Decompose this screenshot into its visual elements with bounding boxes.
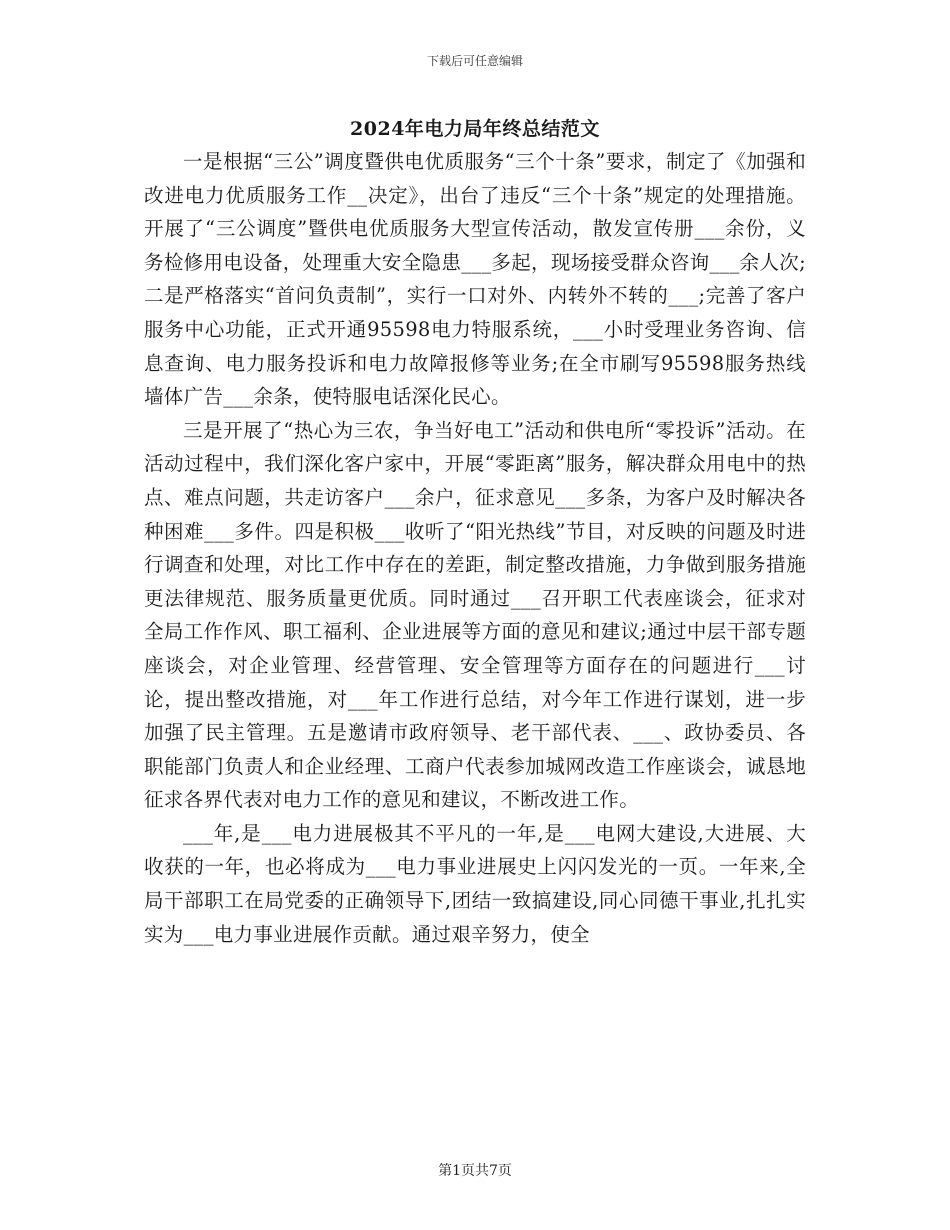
- document-title: 2024年电力局年终总结范文: [350, 118, 600, 140]
- document-body: [144, 145, 806, 951]
- paragraph-3: ___年,是___电力进展极其不平凡的一年,是___电网大建设,大进展、大收获的一年，也必将成为___电力事业进展史上闪闪发光的一页。一年来,全局干部职工在局党委的正确领导下,团结一致搞建设,同心同德干事业,扎扎实实为___电力事业进展作贡献。通过艰辛努力，使全: [144, 821, 806, 946]
- page-number: 第1页共7页: [438, 1163, 512, 1179]
- paragraph-1: 一是根据“三公”调度暨供电优质服务“三个十条”要求，制定了《加强和改进电力优质服务工作__决定》，出台了违反“三个十条”规定的处理措施。开展了“三公调度”暨供电优质服务大型宣传活动，散发宣传册___余份，义务检修用电设备，处理重大安全隐患___多起，现场接受群众咨询___余人次;二是严格落实“首问负责制”，实行一口对外、内转外不转的___;完善了客户服务中心功能，正式开通95598电力特服系统，___小时受理业务咨询、信息查询、电力服务投诉和电力故障报修等业务;在全市刷写95598服务热线墙体广告___余条，使特服电话深化民心。: [144, 150, 806, 409]
- page-header-note: 下载后可任意编辑: [426, 54, 523, 68]
- paragraph-2: 三是开展了“热心为三农，争当好电工”活动和供电所“零投诉”活动。在活动过程中，我们深化客户家中，开展“零距离”服务，解决群众用电中的热点、难点问题，共走访客户___余户，征求意见___多条，为客户及时解决各种困难___多件。四是积极___收听了“阳光热线”节目，对反映的问题及时进行调查和处理，对比工作中存在的差距，制定整改措施，力争做到服务措施更法律规范、服务质量更优质。同时通过___召开职工代表座谈会，征求对全局工作作风、职工福利、企业进展等方面的意见和建议;通过中层干部专题座谈会，对企业管理、经营管理、安全管理等方面存在的问题进行___讨论，提出整改措施，对___年工作进行总结，对今年工作进行谋划，进一步加强了民主管理。五是邀请市政府领导、老干部代表、___、政协委员、各职能部门负责人和企业经理、工商户代表参加城网改造工作座谈会，诚恳地征求各界代表对电力工作的意见和建议，不断改进工作。: [144, 418, 806, 812]
